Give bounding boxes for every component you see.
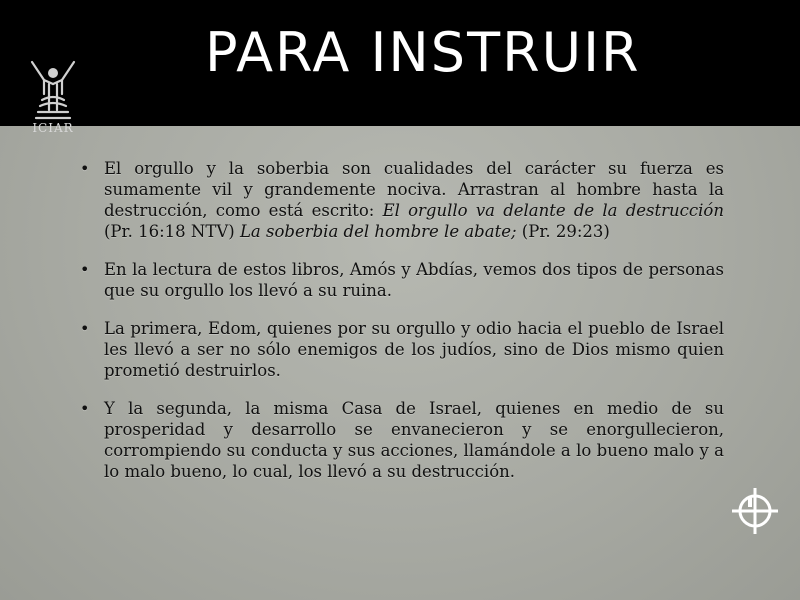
crosshair-target-icon (730, 486, 780, 536)
bullet-marker: • (80, 260, 90, 279)
text-segment: El orgullo y la soberbia son cualidades del carácter su fuerza es sumamente vil y grandemente nociva. Arrastran al hombre hasta la destrucción, como está escrito: (104, 159, 724, 220)
person-arms-raised-icon (18, 60, 88, 122)
bullet-text: Y la segunda, la misma Casa de Israel, quienes en medio de su prosperidad y desarrollo se envanecieron y se enorgullecieron, corrompiendo su conducta y sus acciones, llamándole a lo bueno malo y a lo malo bueno, lo cual, los llevó a su destrucción. (104, 399, 724, 481)
scripture-reference: (Pr. 16:18 NTV) (104, 222, 240, 241)
scripture-quote-proverbs-29-23: La soberbia del hombre le abate; (239, 222, 517, 241)
bullet-marker: • (80, 159, 90, 178)
bullet-text: La primera, Edom, quienes por su orgullo y odio hacia el pueblo de Israel les llevó a ser no sólo enemigos de los judíos, sino de Dios mismo quien prometió destruirlos. (104, 319, 724, 380)
scripture-quote-proverbs-16-18: El orgullo va delante de la destrucción (382, 201, 724, 220)
bullet-text (104, 159, 724, 241)
bullet-marker: • (80, 399, 90, 418)
slide-title: PARA INSTRUIR (205, 21, 641, 84)
iciar-logo (18, 60, 88, 136)
bullet-item-two-types (80, 259, 724, 301)
bullet-text: En la lectura de estos libros, Amós y Abdías, vemos dos tipos de personas que su orgullo los llevó a su ruina. (104, 260, 724, 300)
bullet-list (80, 158, 724, 482)
header-bar (0, 0, 800, 135)
bullet-marker: • (80, 319, 90, 338)
slide-body (80, 158, 724, 499)
bullet-item-edom (80, 318, 724, 381)
logo-text: ICIAR (32, 121, 74, 135)
bullet-item-pride (80, 158, 724, 242)
bullet-item-israel (80, 398, 724, 482)
scripture-reference: (Pr. 29:23) (516, 222, 610, 241)
